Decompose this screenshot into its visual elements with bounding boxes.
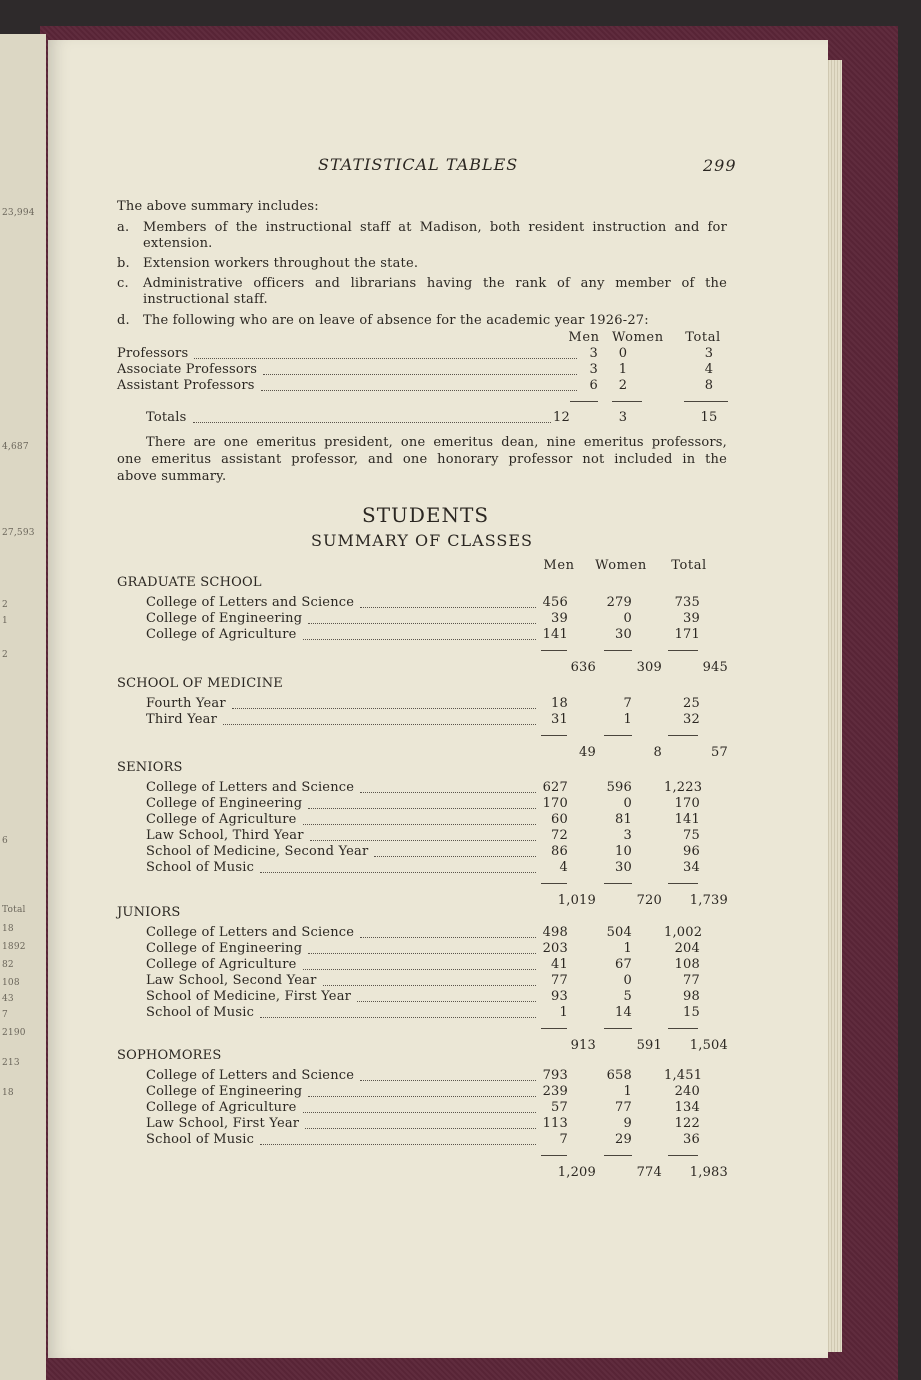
note-line: one emeritus assistant professor, and one honorary professor not included in the [117,452,727,467]
group-heading: GRADUATE SCHOOL [117,575,262,590]
cell-total: 4 [704,362,714,377]
left-page-number: 1 [2,616,8,626]
dot-leader [360,607,536,608]
subtotal-total: 945 [702,660,728,675]
row-label: College of Agriculture [146,627,297,642]
row-label: College of Engineering [146,796,303,811]
dot-leader [323,985,536,986]
sum-rule [612,401,642,402]
group-heading: SCHOOL OF MEDICINE [117,676,283,691]
sum-rule [541,1155,567,1156]
section-subtitle: SUMMARY OF CLASSES [311,531,533,550]
row-label: College of Agriculture [146,812,297,827]
cell-men: 793 [542,1068,568,1083]
row-label: Assistant Professors [117,378,255,393]
left-page-number: 4,687 [2,442,29,452]
column-header: Men [543,558,575,573]
left-page-number: 6 [2,836,8,846]
totals-label: Totals [146,410,187,425]
cell-total: 39 [683,611,700,626]
cell-women: 279 [606,595,632,610]
subtotal-women: 774 [636,1165,662,1180]
cell-women: 658 [606,1068,632,1083]
intro-lead: The above summary includes: [117,199,319,214]
cell-women: 1 [618,362,628,377]
row-label: College of Agriculture [146,1100,297,1115]
left-page-number: 18 [2,1088,14,1098]
dot-leader [303,824,536,825]
row-label: School of Music [146,860,255,875]
cell-women: 504 [606,925,632,940]
sum-rule [604,1155,632,1156]
cell-men: 498 [542,925,568,940]
cell-men: 239 [542,1084,568,1099]
sum-rule [570,401,598,402]
cell-women: 596 [606,780,632,795]
row-label: College of Letters and Science [146,1068,355,1083]
cell-total: 735 [674,595,700,610]
cell-women: 67 [615,957,632,972]
row-label: School of Music [146,1005,255,1020]
cell-men: 39 [551,611,568,626]
cell-total: 75 [683,828,700,843]
cell-men: 72 [551,828,568,843]
dot-leader [260,1144,536,1145]
column-header: Total [685,330,721,345]
sum-rule [668,650,698,651]
dot-leader [260,872,536,873]
row-label: College of Engineering [146,1084,303,1099]
list-marker: c. [117,276,129,291]
cell-total: 25 [683,696,700,711]
cell-women: 7 [623,696,632,711]
left-page-edge [0,34,46,1380]
cell-total: 96 [683,844,700,859]
subtotal-men: 1,209 [557,1165,596,1180]
cell-total: 32 [683,712,700,727]
cell-men: 6 [589,378,598,393]
row-label: Professors [117,346,189,361]
cell-total: 34 [683,860,700,875]
left-page-number: 7 [2,1010,8,1020]
cell-total: 15 [683,1005,700,1020]
cell-total: 8 [704,378,714,393]
cell-total: 122 [674,1116,700,1131]
list-marker: a. [117,220,130,235]
cell-men: 31 [551,712,568,727]
left-page-number: 2 [2,650,8,660]
cell-total: 204 [674,941,700,956]
cell-women: 2 [618,378,628,393]
list-item-text: instructional staff. [143,292,268,307]
cell-men: 170 [542,796,568,811]
row-label: College of Letters and Science [146,925,355,940]
cell-total: 240 [674,1084,700,1099]
column-header: Total [671,558,707,573]
sum-rule [668,883,698,884]
left-page-number: 2 [2,600,8,610]
row-label: College of Agriculture [146,957,297,972]
cell-women: 1 [623,712,632,727]
cell-men: 456 [542,595,568,610]
dot-leader [360,937,536,938]
dot-leader [303,969,536,970]
subtotal-total: 1,504 [689,1038,728,1053]
cell-men: 3 [589,346,598,361]
cell-men: 86 [551,844,568,859]
cell-women: 14 [615,1005,632,1020]
cell-men: 113 [542,1116,568,1131]
dot-leader [305,1128,536,1129]
cell-men: 7 [559,1132,568,1147]
subtotal-total: 1,983 [689,1165,728,1180]
cell-women: 81 [615,812,632,827]
dot-leader [360,792,536,793]
cell-men: 18 [551,696,568,711]
row-label: College of Letters and Science [146,595,355,610]
cell-men: 627 [542,780,568,795]
cell-women: 0 [623,796,632,811]
dot-leader [357,1001,536,1002]
row-label: School of Music [146,1132,255,1147]
cell-women: 9 [623,1116,632,1131]
left-page-number: 213 [2,1058,20,1068]
subtotal-total: 1,739 [689,893,728,908]
list-item-text: The following who are on leave of absence for the academic year 1926-27: [143,313,649,328]
dot-leader [223,724,536,725]
list-item-text: Extension workers throughout the state. [143,256,419,271]
sum-rule [541,650,567,651]
dot-leader [303,639,536,640]
sum-rule [668,735,698,736]
cell-men: 4 [559,860,568,875]
cell-total: 134 [674,1100,700,1115]
row-label: School of Medicine, First Year [146,989,352,1004]
left-page-number: 18 [2,924,14,934]
cell-women: 1 [623,1084,632,1099]
page-number: 299 [703,156,737,175]
cell-men: 57 [551,1100,568,1115]
dot-leader [303,1112,536,1113]
column-header: Men [568,330,600,345]
cell-men: 60 [551,812,568,827]
subtotal-women: 309 [636,660,662,675]
dot-leader [263,374,577,375]
page [48,40,828,1358]
cell-men: 77 [551,973,568,988]
subtotal-women: 720 [636,893,662,908]
left-page-number: Total [2,905,26,915]
sum-rule [604,650,632,651]
cell-total: 141 [674,812,700,827]
cell-total: 77 [683,973,700,988]
cell-total: 1,002 [664,925,703,940]
dot-leader [308,623,536,624]
cell-men: 93 [551,989,568,1004]
dot-leader [193,422,551,423]
cell-women: 3 [618,410,628,425]
note-line: There are one emeritus president, one emeritus dean, nine emeritus professors, [146,435,727,450]
page-stack-edge [826,60,842,1352]
group-heading: JUNIORS [117,905,181,920]
sum-rule [668,1155,698,1156]
cell-total: 15 [700,410,718,425]
sum-rule [541,883,567,884]
column-header: Women [612,330,664,345]
row-label: College of Engineering [146,941,303,956]
list-marker: b. [117,256,130,271]
note-line: above summary. [117,469,227,484]
dot-leader [310,840,536,841]
cell-women: 30 [615,860,632,875]
row-label: School of Medicine, Second Year [146,844,369,859]
subtotal-men: 913 [570,1038,596,1053]
left-page-number: 1892 [2,942,26,952]
sum-rule [604,735,632,736]
subtotal-women: 591 [636,1038,662,1053]
cell-men: 12 [553,410,570,425]
cell-men: 203 [542,941,568,956]
group-heading: SOPHOMORES [117,1048,222,1063]
cell-men: 3 [589,362,598,377]
section-title: STUDENTS [362,503,490,527]
subtotal-women: 8 [653,745,662,760]
sum-rule [668,1028,698,1029]
cell-women: 0 [623,611,632,626]
dot-leader [194,358,577,359]
subtotal-men: 1,019 [557,893,596,908]
list-item-text: Members of the instructional staff at Madison, both resident instruction and for [143,220,727,235]
cell-women: 5 [623,989,632,1004]
row-label: Law School, Second Year [146,973,317,988]
cell-total: 171 [674,627,700,642]
cell-women: 3 [623,828,632,843]
dot-leader [260,1017,536,1018]
dot-leader [374,856,536,857]
cell-women: 77 [615,1100,632,1115]
dot-leader [308,808,536,809]
column-header: Women [595,558,647,573]
cell-women: 30 [615,627,632,642]
subtotal-men: 636 [570,660,596,675]
cell-women: 10 [615,844,632,859]
cell-total: 108 [674,957,700,972]
list-item-text: extension. [143,236,213,251]
sum-rule [541,735,567,736]
cell-men: 1 [559,1005,568,1020]
running-header: STATISTICAL TABLES [318,155,519,174]
subtotal-men: 49 [579,745,596,760]
cell-total: 3 [704,346,714,361]
row-label: Fourth Year [146,696,226,711]
row-label: Associate Professors [117,362,258,377]
cell-women: 0 [618,346,628,361]
cell-women: 29 [615,1132,632,1147]
dot-leader [360,1080,536,1081]
row-label: Law School, First Year [146,1116,300,1131]
left-page-number: 23,994 [2,208,35,218]
subtotal-total: 57 [711,745,728,760]
cell-total: 170 [674,796,700,811]
left-page-number: 27,593 [2,528,35,538]
row-label: Law School, Third Year [146,828,304,843]
left-page-number: 82 [2,960,14,970]
row-label: Third Year [146,712,217,727]
cell-total: 36 [683,1132,700,1147]
row-label: College of Letters and Science [146,780,355,795]
cell-men: 41 [551,957,568,972]
sum-rule [541,1028,567,1029]
left-page-number: 2190 [2,1028,26,1038]
sum-rule [604,1028,632,1029]
row-label: College of Engineering [146,611,303,626]
left-page-number: 43 [2,994,14,1004]
list-item-text: Administrative officers and librarians having the rank of any member of the [143,276,727,291]
sum-rule [684,401,728,402]
cell-men: 141 [542,627,568,642]
cell-total: 1,451 [664,1068,703,1083]
dot-leader [308,953,536,954]
sum-rule [604,883,632,884]
left-page-number: 108 [2,978,20,988]
dot-leader [261,390,577,391]
dot-leader [232,708,536,709]
cell-women: 0 [623,973,632,988]
dot-leader [308,1096,536,1097]
group-heading: SENIORS [117,760,183,775]
cell-total: 1,223 [664,780,703,795]
cell-total: 98 [683,989,700,1004]
cell-women: 1 [623,941,632,956]
list-marker: d. [117,313,130,328]
